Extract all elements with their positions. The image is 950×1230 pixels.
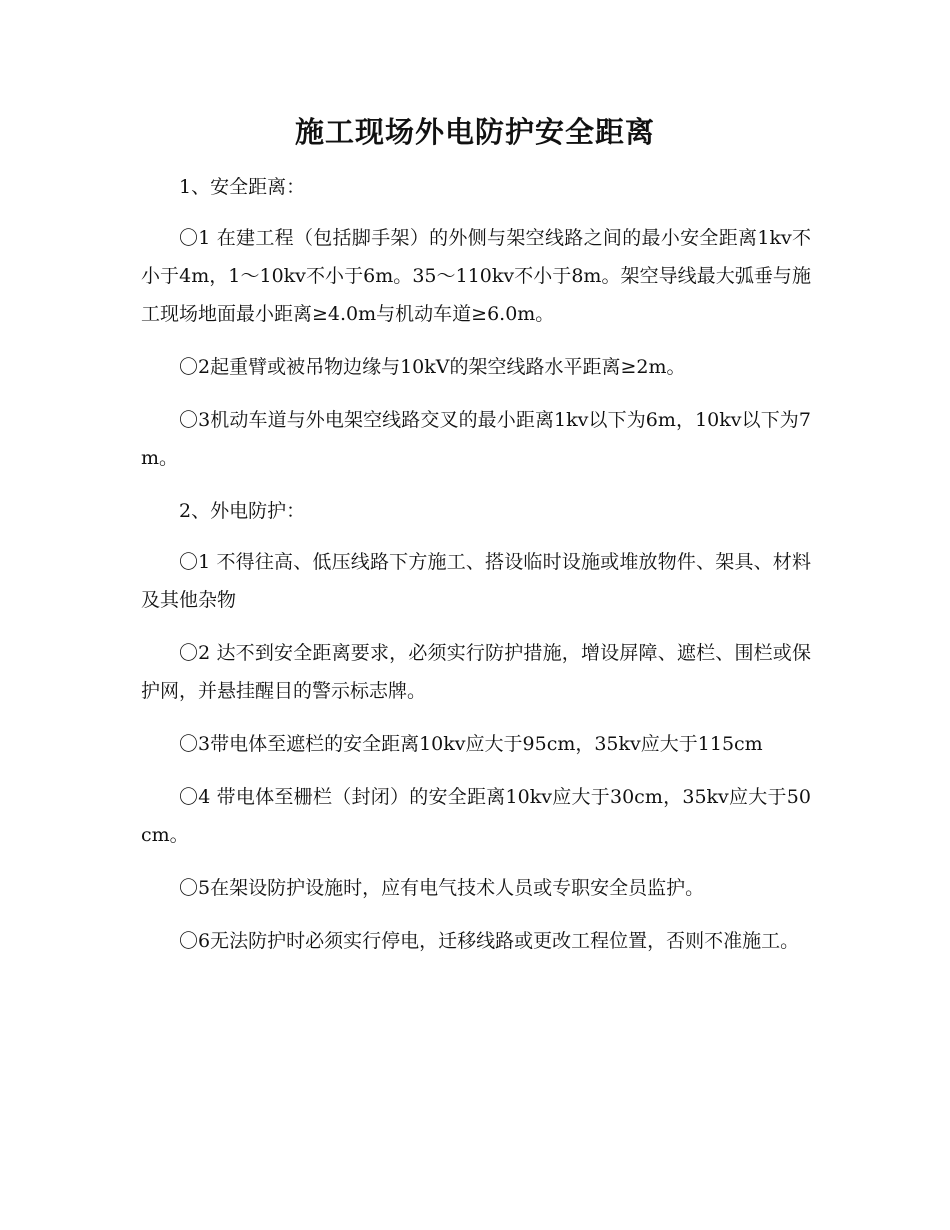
paragraph-power-outage: 〇6无法防护时必须实行停电，迁移线路或更改工程位置，否则不准施工。 <box>179 930 800 952</box>
paragraph-barrier-distance: 〇3带电体至遮栏的安全距离10kv应大于95cm，35kv应大于115cm <box>179 733 763 755</box>
paragraph-min-distance-building: 〇1 在建工程（包括脚手架）的外侧与架空线路之间的最小安全距离1kv不小于4m，1～10kv不小于6m。35～110kv不小于8m。架空导线最大弧垂与施工现场地面最小距离≥4.0m与机动车道≥6.0m。 <box>141 227 811 325</box>
section-heading-external-protection: 2、外电防护： <box>179 500 306 522</box>
paragraph-supervision: 〇5在架设防护设施时，应有电气技术人员或专职安全员监护。 <box>179 877 705 899</box>
paragraph-no-construction-under-lines: 〇1 不得往高、低压线路下方施工、搭设临时设施或堆放物件、架具、材料及其他杂物 <box>141 551 811 611</box>
document-title: 施工现场外电防护安全距离 <box>294 115 655 149</box>
section-heading-safety-distance: 1、安全距离： <box>179 176 306 198</box>
paragraph-protection-measures: 〇2 达不到安全距离要求，必须实行防护措施，增设屏障、遮栏、围栏或保护网，并悬挂醒目的警示标志牌。 <box>141 642 811 702</box>
paragraph-crane-distance: 〇2起重臂或被吊物边缘与10kV的架空线路水平距离≥2m。 <box>179 356 686 378</box>
paragraph-fence-distance: 〇4 带电体至栅栏（封闭）的安全距离10kv应大于30cm，35kv应大于50cm。 <box>141 786 811 846</box>
paragraph-road-crossing-distance: 〇3机动车道与外电架空线路交叉的最小距离1kv以下为6m，10kv以下为7m。 <box>141 409 811 469</box>
document-body <box>141 168 811 975</box>
